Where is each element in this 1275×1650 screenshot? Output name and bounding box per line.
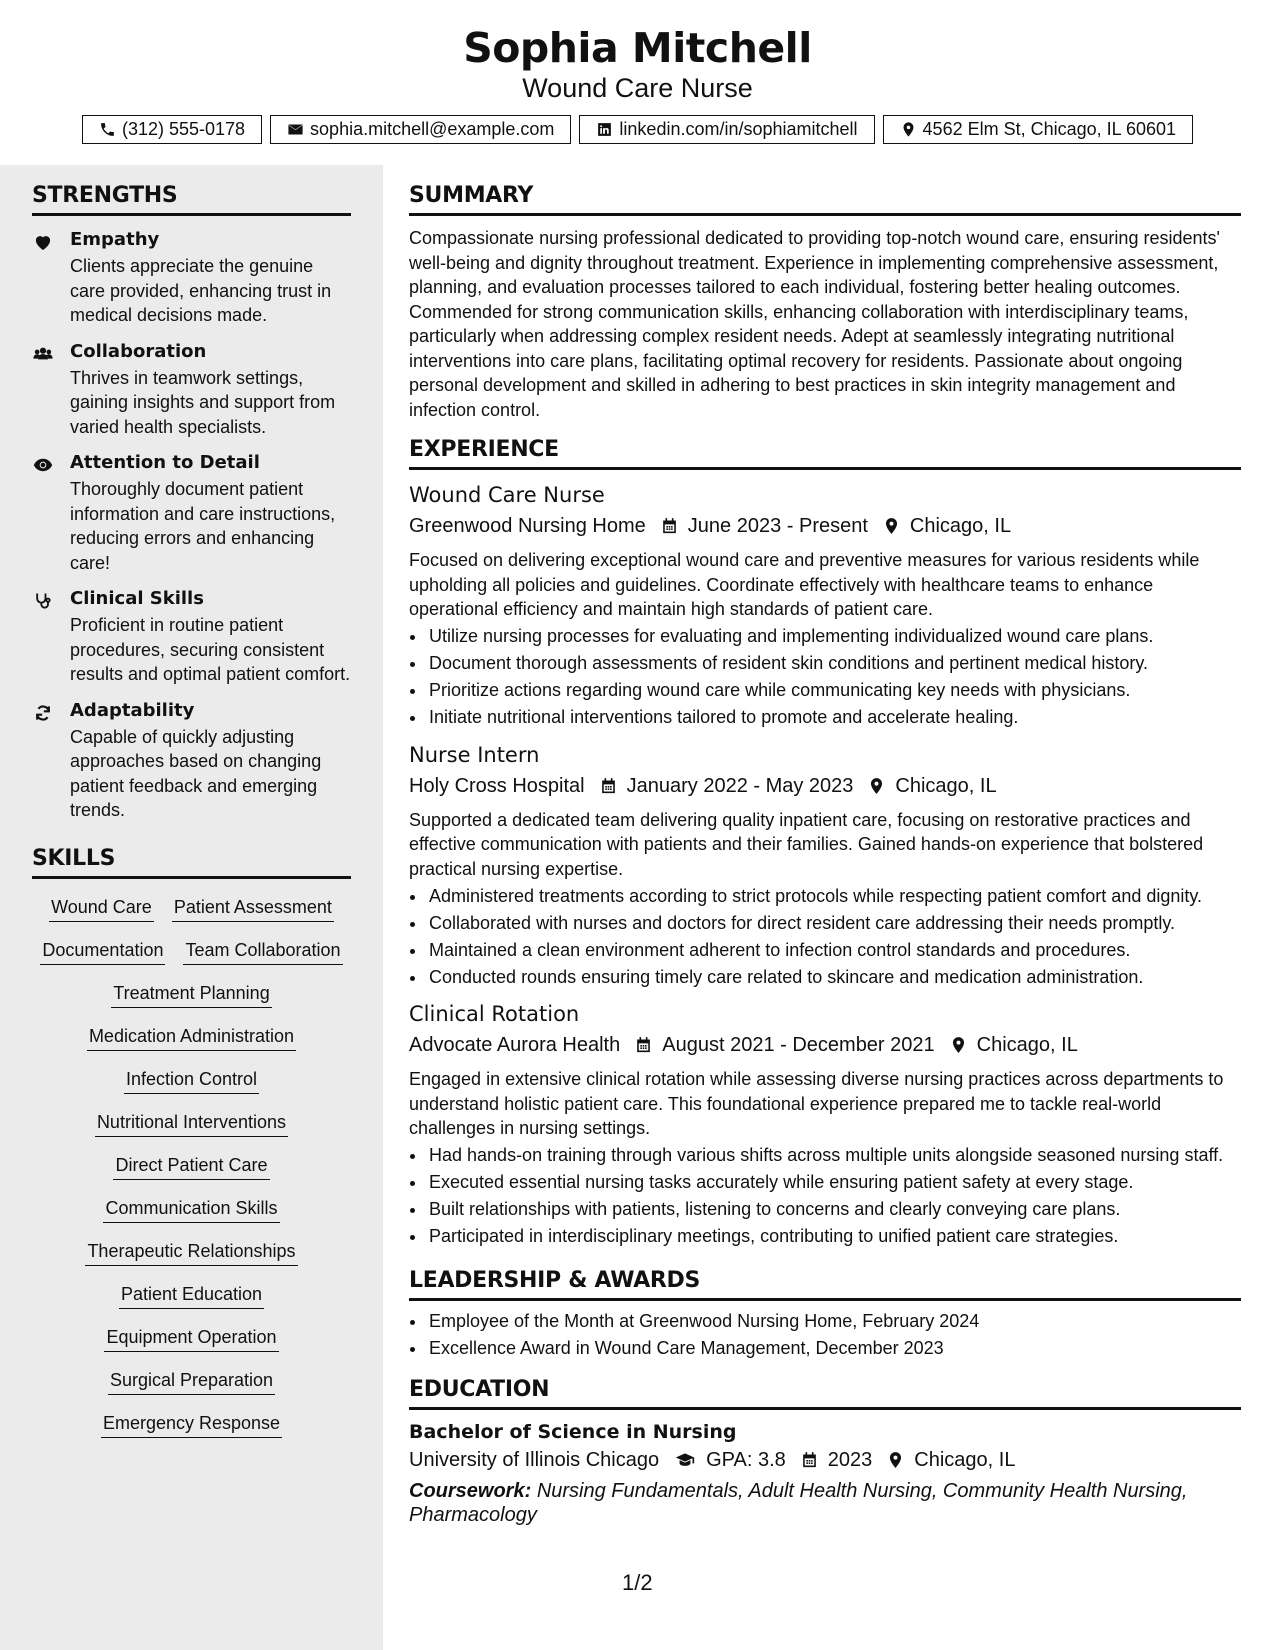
skills-heading: SKILLS [32,845,351,879]
skill-tag: Therapeutic Relationships [85,1239,297,1266]
skill-tag: Wound Care [49,895,154,922]
strength-title: Clinical Skills [70,588,204,609]
contact-email[interactable] [270,115,571,144]
education-coursework [409,1479,1241,1527]
contact-email-text: sophia.mitchell@example.com [310,119,555,139]
education-location: Chicago, IL [914,1449,1016,1471]
job-entry [409,1001,1241,1249]
summary-heading: SUMMARY [409,182,1241,216]
skill-tag: Infection Control [124,1067,259,1094]
calendar-icon [660,516,679,536]
strength-item [32,587,351,687]
strength-desc: Clients appreciate the genuine care provided, enhancing trust in medical decisions made. [70,256,332,325]
heart-icon [32,232,54,252]
sidebar [0,165,383,1650]
education-meta [409,1446,1241,1474]
contact-address[interactable] [883,115,1194,144]
skill-tag: Emergency Response [101,1411,282,1438]
main-content [409,165,1241,1527]
skill-tag: Equipment Operation [104,1325,278,1352]
map-pin-icon [949,1035,968,1055]
calendar-icon [634,1035,653,1055]
awards-heading: LEADERSHIP & AWARDS [409,1267,1241,1301]
skill-tag: Patient Education [119,1282,264,1309]
contact-phone-text: (312) 555-0178 [121,119,246,139]
job-bullet: • Maintained a clean environment adherent to infection control standards and procedures. [427,938,1241,963]
job-bullets [409,624,1241,730]
strength-title: Adaptability [70,699,195,721]
education-gpa: GPA: 3.8 [706,1449,786,1471]
job-title: Wound Care Nurse [409,483,605,507]
job-org: Holy Cross Hospital [409,774,585,797]
award-item: • Employee of the Month at Greenwood Nursing Home, February 2024 [427,1309,1241,1334]
contact-bar [0,115,1275,144]
job-dates: June 2023 - Present [687,515,868,537]
strength-title: Attention to Detail [70,452,260,473]
strength-item [32,340,351,440]
sync-icon [32,703,54,723]
job-dates: January 2022 - May 2023 [626,774,854,797]
contact-linkedin-text: linkedin.com/in/sophiamitchell [619,119,858,139]
job-bullet: • Prioritize actions regarding wound care while communicating key needs with physicians. [427,678,1241,703]
skill-tag: Communication Skills [103,1196,279,1223]
users-icon [32,344,54,364]
candidate-title: Wound Care Nurse [522,73,753,103]
map-pin-icon [867,776,886,796]
job-bullets [409,884,1241,990]
awards-list [409,1309,1241,1361]
job-location: Chicago, IL [895,774,997,797]
coursework-label: Coursework: [409,1480,532,1502]
education-year: 2023 [827,1449,873,1471]
job-meta [409,1031,1241,1059]
strength-item [32,699,351,823]
job-location: Chicago, IL [976,1034,1078,1056]
strength-desc: Capable of quickly adjusting approaches based on changing patient feedback and emerging trends. [70,726,322,820]
phone-icon [99,121,116,138]
job-bullet: • Utilize nursing processes for evaluating and implementing individualized wound care plans. [427,624,1241,649]
calendar-icon [800,1450,819,1470]
job-description: Supported a dedicated team delivering quality inpatient care, focusing on restorative practices and effective communication with patients and their families. Gained hands-on experience that bolstered practical nursing expertise. [409,809,1204,879]
education-degree: Bachelor of Science in Nursing [409,1421,737,1443]
job-bullet: • Conducted rounds ensuring timely care related to skincare and medication administration. [427,965,1241,990]
strength-title: Empathy [70,229,160,250]
job-bullets [409,1143,1241,1249]
job-meta [409,512,1241,540]
strengths-heading: STRENGTHS [32,182,351,216]
contact-address-text: 4562 Elm St, Chicago, IL 60601 [922,119,1177,139]
skills-list [32,895,351,1438]
map-pin-icon [886,1450,905,1470]
contact-phone[interactable] [82,115,262,144]
job-bullet: • Collaborated with nurses and doctors for direct resident care addressing their needs promptly. [427,911,1241,936]
job-entry [409,742,1241,990]
strength-desc: Thrives in teamwork settings, gaining insights and support from varied health specialists. [70,367,336,437]
job-description: Focused on delivering exceptional wound care and preventive measures for various residents while upholding all policies and guidelines. Coordinate effectively with healthcare teams to enhance operational efficiency and maintain high standards of patient care. [409,550,1200,619]
award-item: • Excellence Award in Wound Care Management, December 2023 [427,1336,1241,1361]
job-bullet: • Initiate nutritional interventions tailored to promote and accelerate healing. [427,705,1241,730]
job-org: Greenwood Nursing Home [409,515,646,537]
education-heading: EDUCATION [409,1376,1241,1410]
job-title: Clinical Rotation [409,1002,580,1026]
job-dates: August 2021 - December 2021 [662,1034,935,1056]
skill-tag: Medication Administration [87,1024,296,1051]
job-meta [409,772,1241,800]
candidate-name: Sophia Mitchell [463,24,812,72]
job-bullet: • Executed essential nursing tasks accurately while ensuring patient safety at every stage. [427,1170,1241,1195]
job-org: Advocate Aurora Health [409,1034,621,1056]
graduation-cap-icon [673,1450,697,1470]
experience-heading: EXPERIENCE [409,436,1241,470]
job-entry [409,482,1241,730]
strength-desc: Thoroughly document patient information and care instructions, reducing errors and enhancing care! [70,479,336,573]
summary-text: Compassionate nursing professional dedicated to providing top-notch wound care, ensuring residents' well-being and dignity throughout treatment. Experience in implementing comprehensive assessment, planning, and evaluation processes tailored to each individual, fostering better healing outcomes. Commended for strong communication skills, enhancing collaboration with interdisciplinary teams, particularly when addressing complex resident needs. Adept at seamlessly integrating nutritional interventions into care plans, facilitating optimal recovery for residents. Passionate about ongoing personal development and skilled in adhering to best practices in skin integrity management and infection control. [409,228,1220,420]
skill-tag: Documentation [40,938,165,965]
eye-icon [32,455,54,475]
job-title: Nurse Intern [409,742,540,767]
calendar-icon [599,776,618,796]
coursework-list: Nursing Fundamentals, Adult Health Nursing, Community Health Nursing, Pharmacology [409,1480,1188,1526]
contact-linkedin[interactable] [579,115,874,144]
page-number: 1/2 [622,1570,653,1595]
strength-item [32,451,351,575]
linkedin-icon [596,121,613,138]
job-bullet: • Had hands-on training through various shifts across multiple units alongside seasoned nursing staff. [427,1143,1241,1168]
skill-tag: Team Collaboration [183,938,342,965]
job-bullet: • Administered treatments according to strict protocols while respecting patient comfort and dignity. [427,884,1241,909]
skill-tag: Patient Assessment [172,895,334,922]
strength-title: Collaboration [70,340,207,362]
stethoscope-icon [32,591,54,611]
job-bullet: • Document thorough assessments of resident skin conditions and pertinent medical history. [427,651,1241,676]
education-school: University of Illinois Chicago [409,1449,660,1471]
skill-tag: Direct Patient Care [113,1153,269,1180]
strength-desc: Proficient in routine patient procedures, securing consistent results and optimal patient comfort. [70,615,351,684]
job-bullet: • Built relationships with patients, listening to concerns and clearly conveying care plans. [427,1197,1241,1222]
skill-tag: Surgical Preparation [108,1368,275,1395]
map-pin-icon [882,516,901,536]
map-pin-icon [900,121,917,138]
resume-header [0,0,1275,143]
skill-tag: Nutritional Interventions [95,1110,288,1137]
job-bullet: • Participated in interdisciplinary meetings, contributing to unified patient care strategies. [427,1224,1241,1249]
job-description: Engaged in extensive clinical rotation while assessing diverse nursing practices across departments to understand holistic patient care. This foundational experience prepared me to tackle real-world challenges in nursing settings. [409,1069,1224,1138]
skill-tag: Treatment Planning [111,981,271,1008]
envelope-icon [287,121,304,138]
job-location: Chicago, IL [909,515,1012,537]
strength-item [32,228,351,328]
